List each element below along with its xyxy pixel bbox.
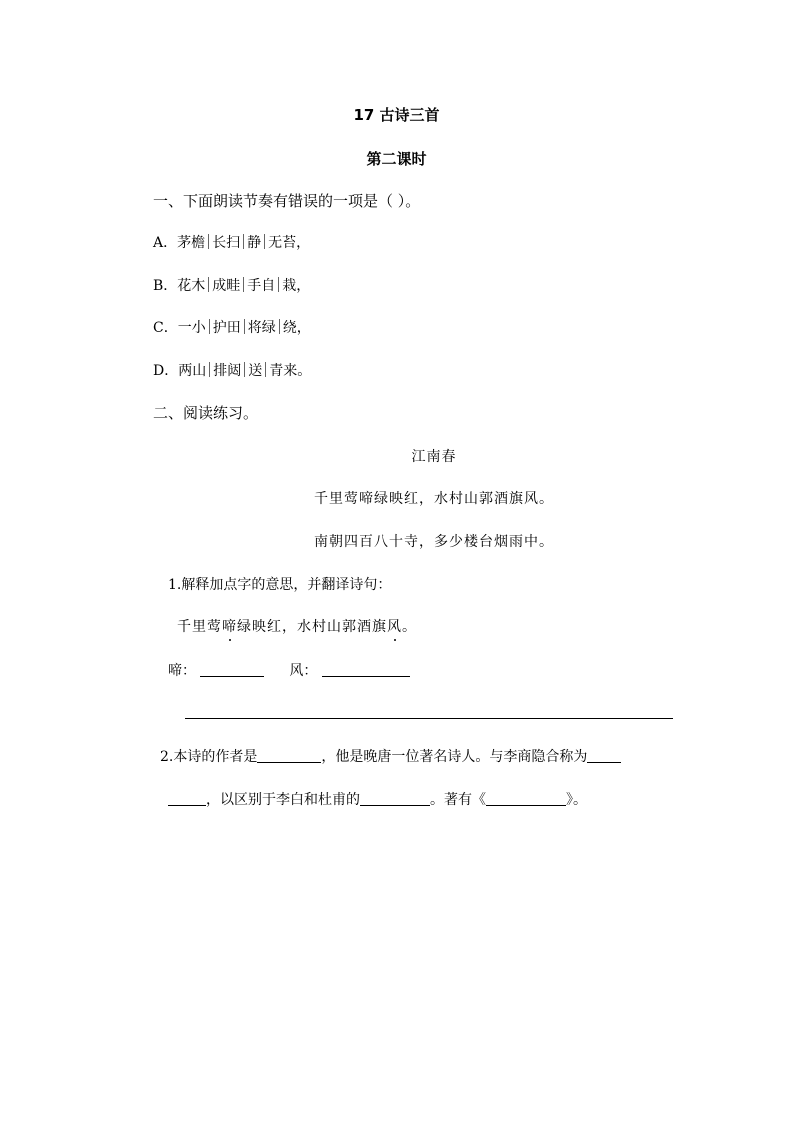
option-part: 静 — [247, 235, 262, 251]
answer-blank-work[interactable] — [486, 791, 566, 806]
answer-label-feng: 风： — [289, 663, 318, 679]
rhythm-divider — [209, 319, 210, 334]
section1-heading: 一、下面朗读节奏有错误的一项是（ ）。 — [153, 192, 421, 210]
option-part: 青来。 — [269, 363, 312, 379]
option-part: 花木 — [177, 278, 206, 294]
question-1-prompt: 1.解释加点字的意思，并翻译诗句： — [168, 577, 392, 593]
option-d — [153, 360, 311, 380]
q2-text: 2.本诗的作者是 — [160, 749, 258, 765]
answer-blank-pair-name-end[interactable] — [168, 791, 206, 806]
line-text: 千里莺 — [177, 619, 222, 635]
option-part: 护田 — [212, 320, 241, 336]
line-text: 。 — [402, 619, 417, 635]
answer-label-ti: 啼： — [168, 663, 196, 679]
rhythm-divider — [244, 362, 245, 377]
section2-heading: 二、阅读练习。 — [153, 404, 259, 422]
option-a — [153, 232, 310, 252]
answer-blank-feng[interactable] — [322, 662, 410, 677]
option-part: 茅檐 — [177, 235, 206, 251]
rhythm-divider — [208, 234, 209, 249]
option-label: C． — [153, 320, 178, 336]
option-part: 无苔， — [268, 235, 311, 251]
answer-blank-comparison[interactable] — [360, 791, 430, 806]
answer-blank-ti[interactable] — [200, 662, 264, 677]
answer-blank-author[interactable] — [257, 748, 321, 763]
option-b — [153, 275, 310, 295]
q2-text: ，他是晚唐一位著名诗人。与李商隐合称为 — [321, 749, 588, 765]
option-part: 送 — [248, 363, 263, 379]
option-part: 绕， — [282, 320, 311, 336]
option-part: 长扫 — [212, 235, 241, 251]
rhythm-divider — [243, 234, 244, 249]
rhythm-divider — [244, 319, 245, 334]
question-2-line-2 — [168, 789, 587, 809]
rhythm-divider — [265, 362, 266, 377]
rhythm-divider — [209, 362, 210, 377]
lesson-subtitle: 第二课时 — [366, 150, 427, 168]
rhythm-divider — [278, 277, 279, 292]
option-part: 将绿 — [247, 320, 276, 336]
poem-title: 江南春 — [411, 449, 457, 465]
option-label: B． — [153, 278, 178, 294]
option-part: 手自 — [247, 278, 276, 294]
dotted-char: 风 — [387, 619, 402, 635]
document-title: 17 古诗三首 — [353, 106, 440, 124]
option-part: 排闼 — [213, 363, 242, 379]
option-part: 成畦 — [212, 278, 241, 294]
dotted-char: 啼 — [222, 619, 237, 635]
option-label: A． — [153, 235, 178, 251]
option-part: 两山 — [178, 363, 207, 379]
poem-line-1: 千里莺啼绿映红，水村山郭酒旗风。 — [314, 491, 554, 507]
option-part: 一小 — [177, 320, 206, 336]
poem-line-2: 南朝四百八十寺，多少楼台烟雨中。 — [314, 534, 554, 550]
rhythm-divider — [264, 234, 265, 249]
translation-answer-line[interactable] — [185, 718, 673, 719]
option-part: 栽， — [282, 278, 311, 294]
q2-text: 》。 — [566, 792, 587, 808]
option-label: D． — [153, 363, 179, 379]
line-text: 绿映红，水村山郭酒旗 — [237, 619, 387, 635]
option-c — [153, 317, 311, 337]
question-2-line-1 — [160, 746, 621, 766]
question-1-answers — [168, 660, 410, 680]
rhythm-divider — [208, 277, 209, 292]
question-1-line — [177, 616, 417, 636]
answer-blank-pair-name-start[interactable] — [587, 748, 621, 763]
q2-text: ，以区别于李白和杜甫的 — [206, 792, 360, 808]
rhythm-divider — [243, 277, 244, 292]
rhythm-divider — [279, 319, 280, 334]
q2-text: 。著有《 — [430, 792, 486, 808]
